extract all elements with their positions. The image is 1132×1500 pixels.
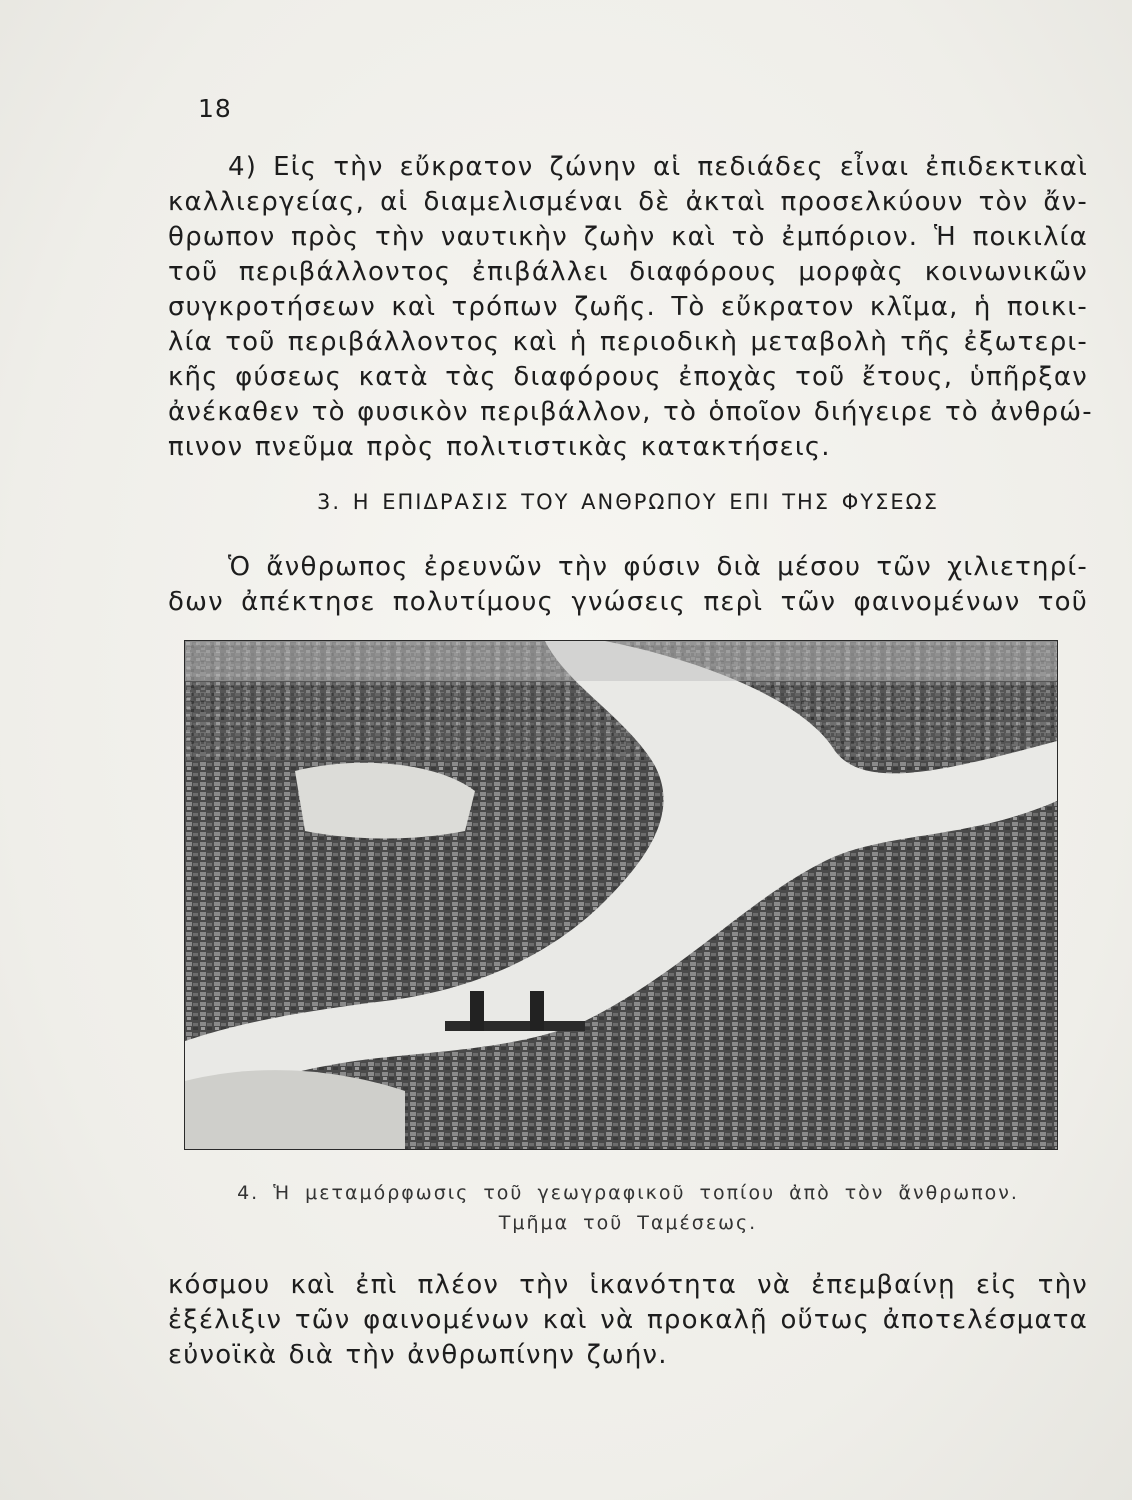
paragraph-3-line: ἐξέλιξιν τῶν φαινομένων καὶ νὰ προκαλῇ οὕτως ἀποτελέσματα — [168, 1305, 1088, 1335]
aerial-photo-illustration — [185, 641, 1057, 1149]
paragraph-1-line: καλλιεργείας, αἱ διαμελισμέναι δὲ ἀκταὶ προσελκύουν τὸν ἄν- — [168, 187, 1088, 217]
figure-caption — [168, 1178, 1088, 1238]
paragraph-2-line: Ὁ ἄνθρωπος ἐρευνῶν τὴν φύσιν διὰ μέσου τῶν χιλιετηρί- — [228, 552, 1088, 582]
page-number: 18 — [198, 94, 232, 123]
paragraph-1-line: ἀνέκαθεν τὸ φυσικὸν περιβάλλον, τὸ ὁποῖον διήγειρε τὸ ἀνθρώ- — [168, 397, 1093, 427]
paragraph-1-line: λία τοῦ περιβάλλοντος καὶ ἡ περιοδικὴ μεταβολὴ τῆς ἐξωτερι- — [168, 327, 1088, 357]
paragraph-1-line: πινον πνεῦμα πρὸς πολιτιστικὰς κατακτήσεις. — [168, 432, 831, 462]
paragraph-1-line: τοῦ περιβάλλοντος ἐπιβάλλει διαφόρους μορφὰς κοινωνικῶν — [168, 257, 1088, 287]
paragraph-3 — [168, 1268, 1088, 1373]
figure-caption-line-2: Τμῆμα τοῦ Ταμέσεως. — [498, 1212, 758, 1234]
paragraph-2-line: δων ἀπέκτησε πολυτίμους γνώσεις περὶ τῶν φαινομένων τοῦ — [168, 587, 1088, 617]
section-heading: 3. Η ΕΠΙΔΡΑΣΙΣ ΤΟΥ ΑΝΘΡΩΠΟΥ ΕΠΙ ΤΗΣ ΦΥΣΕΩΣ — [317, 490, 939, 514]
paragraph-1-line: κῆς φύσεως κατὰ τὰς διαφόρους ἐποχὰς τοῦ ἔτους, ὑπῆρξαν — [168, 362, 1088, 392]
paragraph-1-line: 4) Εἰς τὴν εὔκρατον ζώνην αἱ πεδιάδες εἶναι ἐπιδεκτικαὶ — [228, 152, 1088, 182]
figure-caption-line-1: 4. Ἡ μεταμόρφωσις τοῦ γεωγραφικοῦ τοπίου ἀπὸ τὸν ἄνθρωπον. — [237, 1182, 1019, 1204]
paragraph-1 — [168, 150, 1093, 465]
paragraph-1-line: συγκροτήσεων καὶ τρόπων ζωῆς. Τὸ εὔκρατον κλῖμα, ἡ ποικι- — [168, 292, 1088, 322]
paragraph-2 — [168, 550, 1088, 620]
paragraph-1-line: θρωπον πρὸς τὴν ναυτικὴν ζωὴν καὶ τὸ ἐμπόριον. Ἡ ποικιλία — [168, 222, 1088, 252]
paragraph-3-line: κόσμου καὶ ἐπὶ πλέον τὴν ἱκανότητα νὰ ἐπεμβαίνῃ εἰς τὴν — [168, 1270, 1088, 1300]
paragraph-3-line: εὐνοϊκὰ διὰ τὴν ἀνθρωπίνην ζωήν. — [168, 1340, 668, 1370]
aerial-photo-thames — [184, 640, 1058, 1150]
